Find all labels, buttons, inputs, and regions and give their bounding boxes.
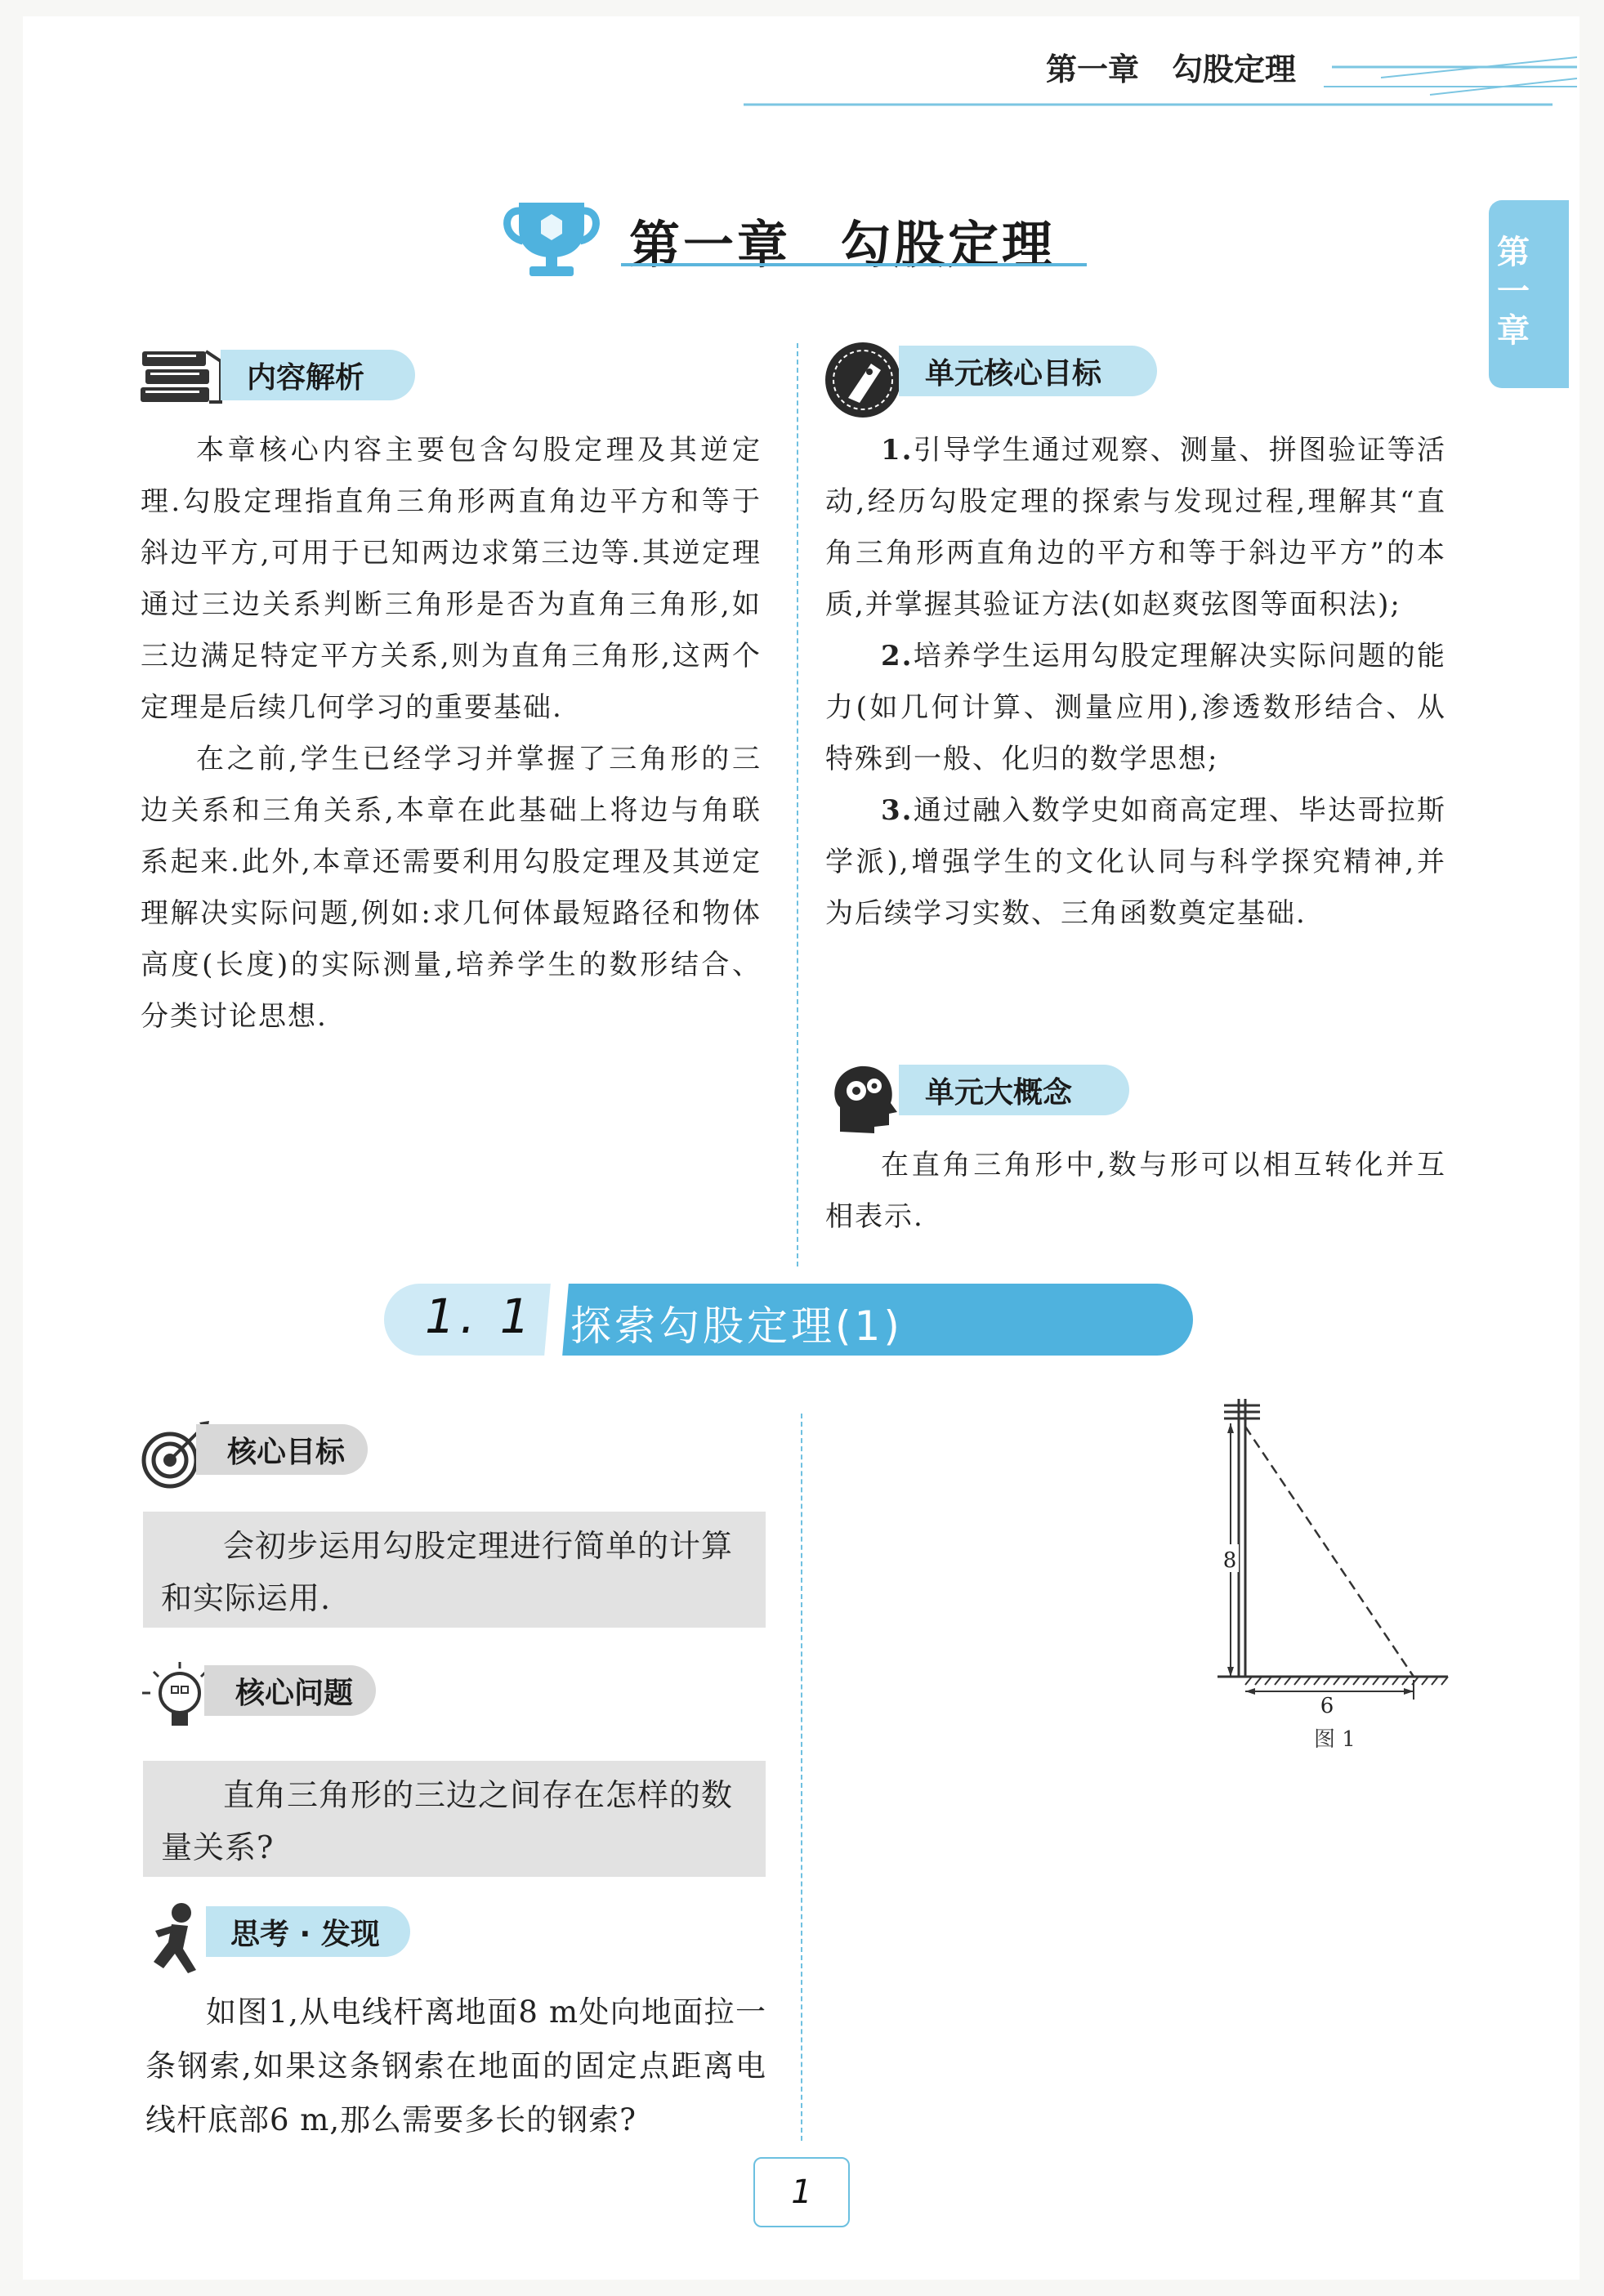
core-goal-content [161,1520,749,1624]
core-question-label [139,1659,400,1713]
core-question-box [143,1761,766,1877]
pen-nib-icon [824,339,905,421]
running-chapter-title: 勾股定理 [1172,51,1297,87]
section-title: 探索勾股定理(1) [570,1302,903,1350]
goal-2-number: 2. [881,640,914,672]
section-number: 1. 1 [425,1289,535,1344]
running-header [735,33,1577,114]
column-divider-bottom [801,1414,802,2141]
column-divider-top [797,343,798,1266]
base-label: 6 [1320,1694,1334,1716]
running-title [1046,44,1296,89]
thinker-icon [139,1900,212,1981]
goal-3-number: 3. [881,794,914,827]
big-concept-title: 单元大概念 [925,1076,1073,1110]
core-goal-box [143,1512,766,1628]
chapter-heading [498,196,1087,278]
core-question-title: 核心问题 [235,1677,354,1710]
think-paragraph: 如图1,从电线杆离地面8 m处向地面拉一条钢索,如果这条钢索在地面的固定点距离电线杆底部6 m,那么需要多长的钢索? [145,1994,766,2137]
content-analysis-label [139,343,417,397]
unit-goals-label [824,339,1167,393]
chapter-underline [621,263,1087,266]
think-label [139,1900,433,1954]
side-tab-text: 第一章 [1497,234,1530,350]
goal-2-text: 培养学生运用勾股定理解决实际问题的能力(如几何计算、测量应用),渗透数形结合、从特殊到一般、化归的数学思想; [825,640,1446,775]
core-goal-text: 会初步运用勾股定理进行简单的计算和实际运用. [161,1528,734,1616]
books-icon [139,343,229,417]
goal-3-text: 通过融入数学史如商高定理、毕达哥拉斯学派),增强学生的文化认同与科学探究精神,并为后续学习实数、三角函数奠定基础. [825,794,1446,930]
page-number-box [753,2157,850,2227]
section-banner [384,1279,1201,1360]
think-title: 思考 · 发现 [230,1918,380,1951]
trophy-icon [498,196,605,278]
think-text [145,1986,766,2147]
goal-3 [825,785,1446,940]
goal-1-number: 1. [881,434,914,467]
big-concept-text [825,1140,1446,1243]
big-concept-label [824,1058,1151,1112]
goal-2 [825,631,1446,785]
analysis-paragraph-2: 在之前,学生已经学习并掌握了三角形的三边关系和三角关系,本章在此基础上将边与角联系起来.此外,本章还需要利用勾股定理及其逆定理解决实际问题,例如:求几何体最短路径和物体高度(长度)的实际测量,培养学生的数形结合、分类讨论思想. [141,743,762,1033]
head-gears-icon [824,1058,905,1140]
pole-figure [1209,1389,1454,1716]
height-label: 8 [1222,1548,1237,1573]
core-goal-title: 核心目标 [227,1436,346,1469]
chapter-number: 第一章 [629,215,792,275]
analysis-paragraph-1: 本章核心内容主要包含勾股定理及其逆定理.勾股定理指直角三角形两直角边平方和等于斜边平方,可用于已知两边求第三边等.其逆定理通过三边关系判断三角形是否为直角三角形,如三边满足特定平方关系,则为直角三角形,这两个定理是后续几何学习的重要基础. [141,434,762,724]
goal-1 [825,425,1446,631]
core-goal-label [139,1418,400,1472]
goal-1-text: 引导学生通过观察、测量、拼图验证等活动,经历勾股定理的探索与发现过程,理解其“直角三角形两直角边的平方和等于斜边平方”的本质,并掌握其验证方法(如赵爽弦图等面积法); [825,434,1446,621]
chapter-name: 勾股定理 [840,215,1057,275]
core-question-text: 直角三角形的三边之间存在怎样的数量关系? [161,1777,734,1865]
page-number: 1 [791,2173,812,2211]
unit-goals-text [825,425,1446,940]
unit-goals-title: 单元核心目标 [925,357,1102,391]
figure-caption: 图 1 [1314,1727,1356,1752]
core-question-content [161,1769,749,1874]
big-concept-paragraph: 在直角三角形中,数与形可以相互转化并互相表示. [825,1149,1446,1233]
content-analysis-text [141,425,762,1043]
running-chapter: 第一章 [1046,51,1140,87]
chapter-side-tab [1489,200,1569,388]
content-analysis-title: 内容解析 [247,361,365,395]
